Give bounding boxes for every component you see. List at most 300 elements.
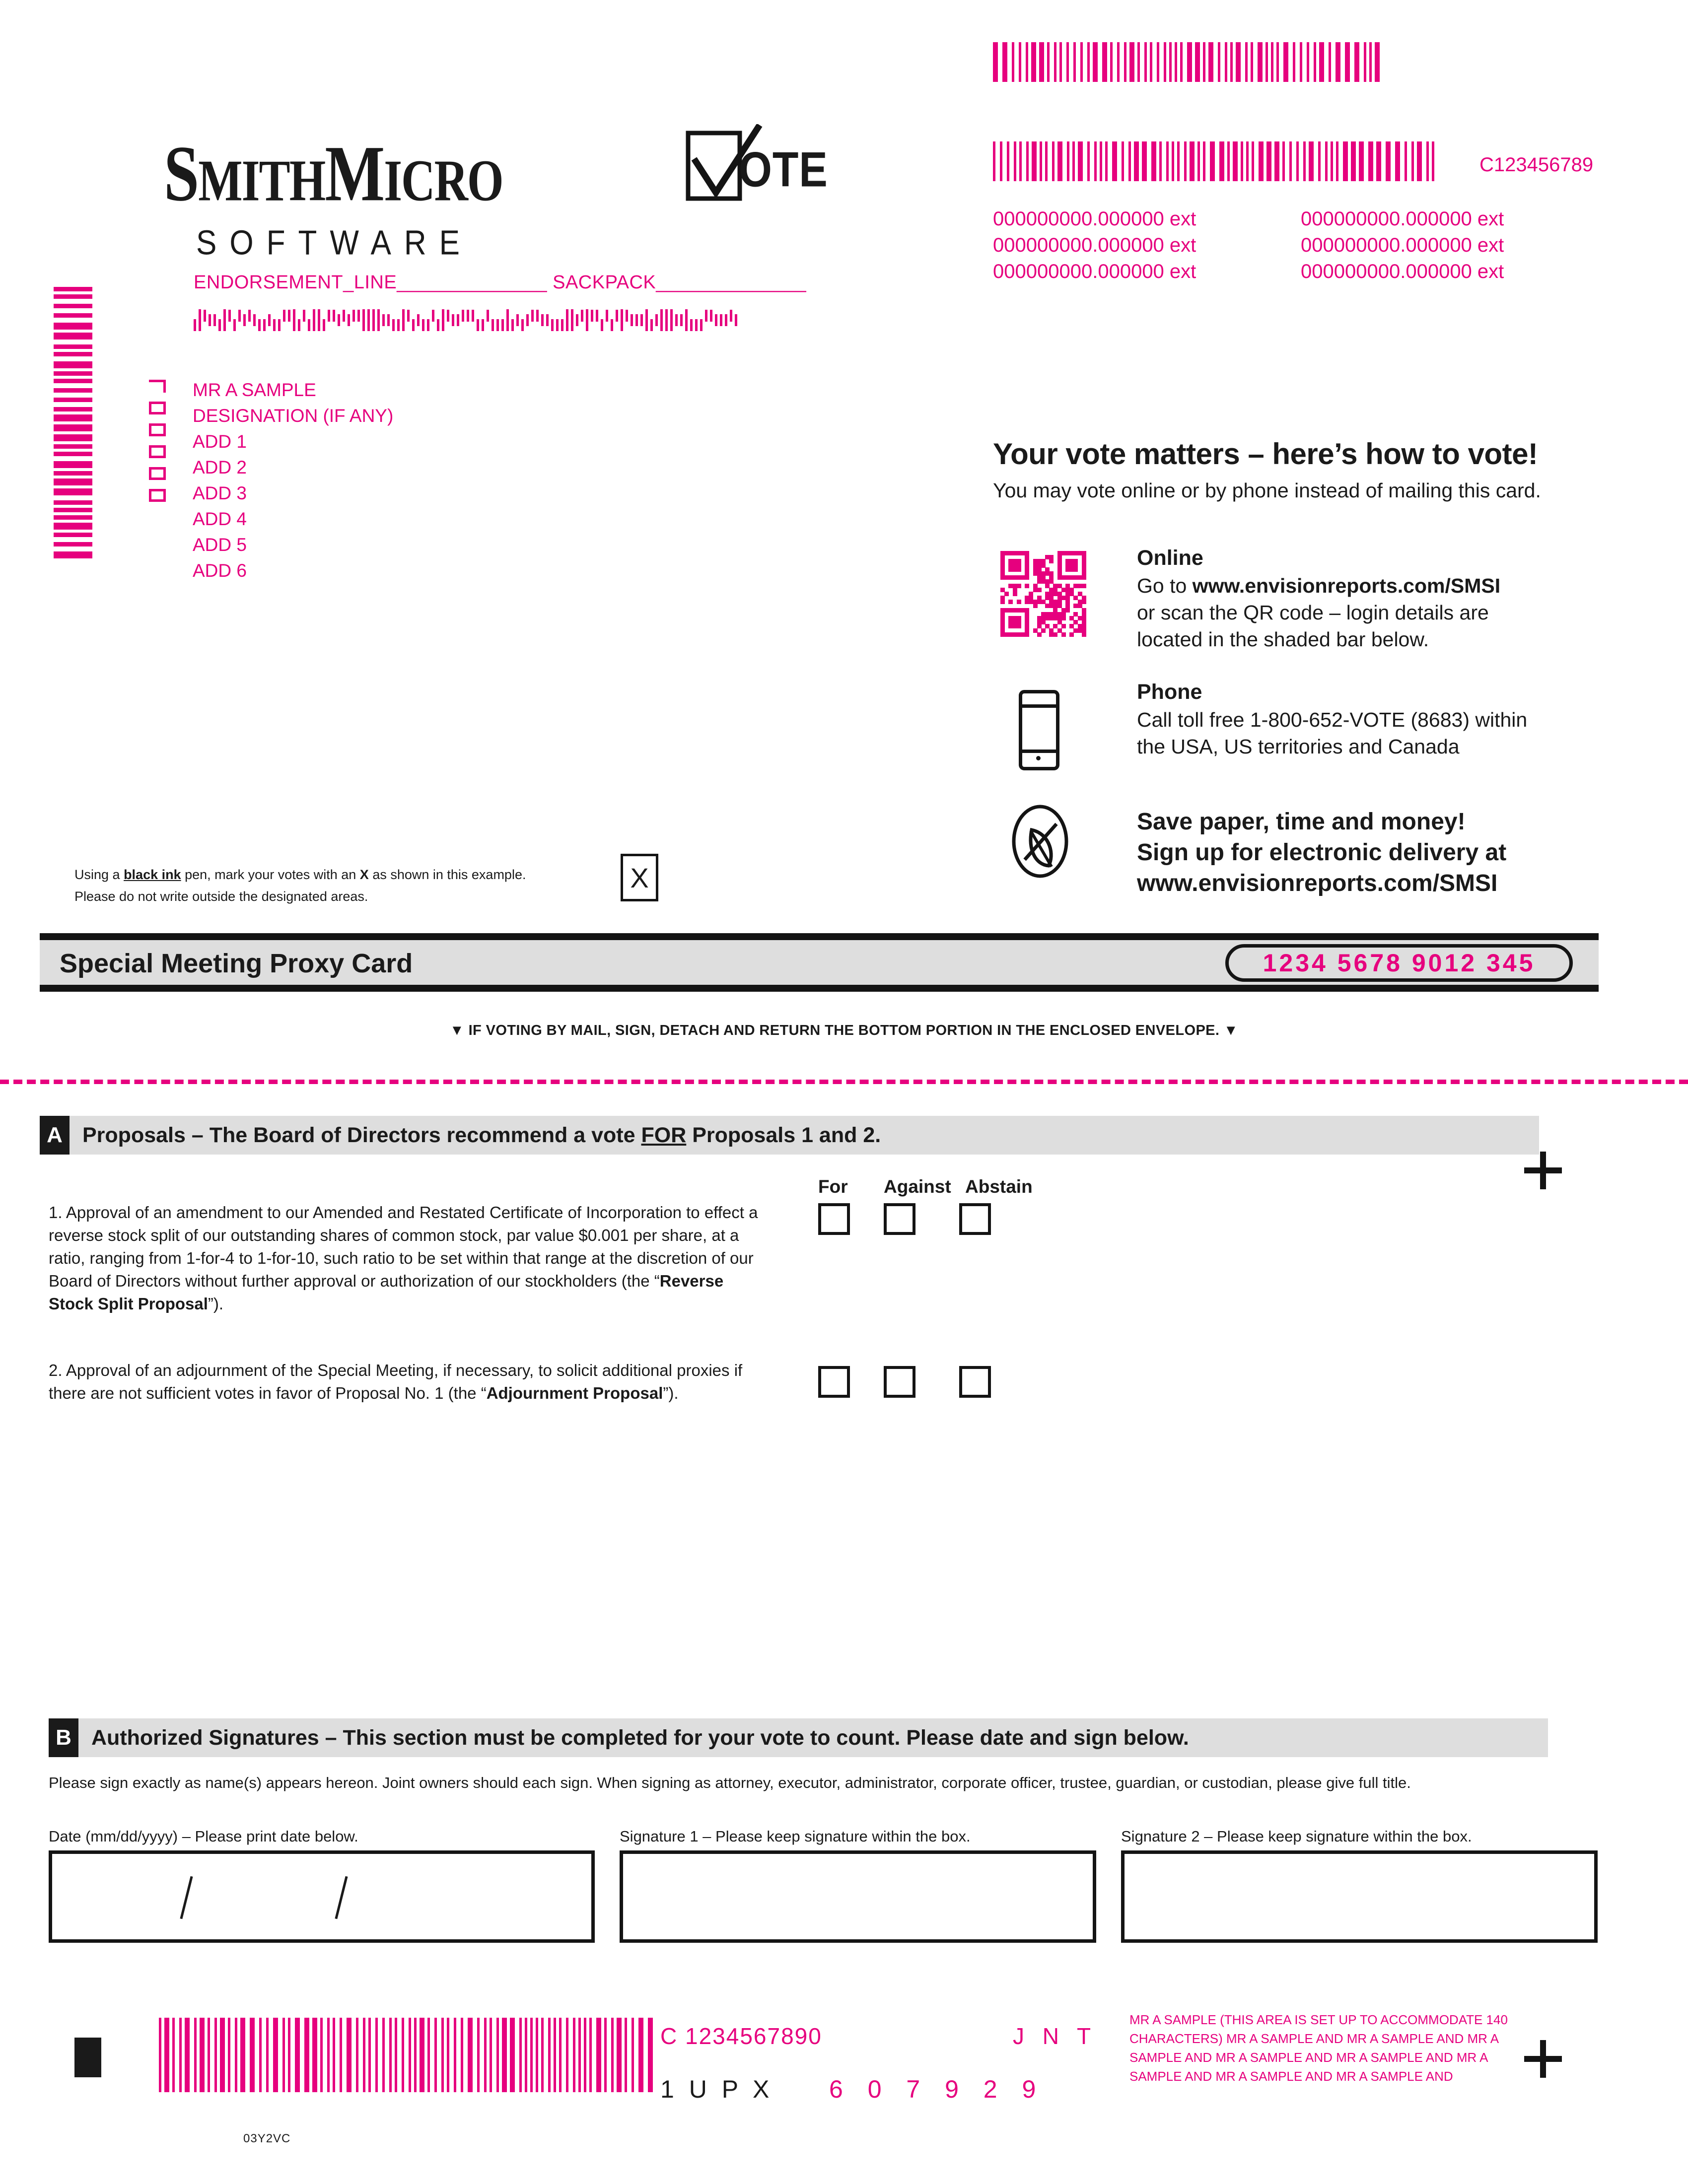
footer-code-c: C 1234567890 [660, 2023, 822, 2049]
barcode-bar [604, 2018, 607, 2092]
qr-module [1033, 604, 1038, 608]
barcode-bar [304, 2018, 309, 2092]
barcode-bar [1283, 42, 1288, 82]
barcode-bar [1259, 141, 1264, 181]
qr-module [1025, 632, 1029, 637]
barcode-bar [1012, 42, 1014, 82]
proposal-1-against-checkbox[interactable] [884, 1203, 915, 1235]
imb-bar [382, 314, 385, 326]
address-line-5: ADD 3 [193, 483, 247, 503]
imb-bar [357, 310, 360, 322]
imb-bar [482, 319, 484, 331]
qr-module [1037, 588, 1042, 592]
phone-icon-home-dot [1036, 756, 1041, 760]
ext-value: 000000000.000000 ext [1301, 261, 1504, 282]
barcode-bar [327, 2018, 330, 2092]
imb-bar [243, 314, 246, 326]
imb-bar [521, 319, 524, 331]
barcode-bar [220, 2018, 225, 2092]
endorsement-line: ENDORSEMENT_LINE______________ SACKPACK______________ [194, 272, 807, 293]
imb-bar [551, 319, 554, 331]
imb-bar [462, 310, 464, 322]
qr-module [1082, 575, 1086, 580]
barcode-bar [389, 2018, 392, 2092]
barcode-bar [1112, 141, 1117, 181]
proposal-1-body: Approval of an amendment to our Amended and Restated Certificate of Incorporation to effect a reverse stock split of our outstanding shares of common stock, par value $0.001 per share, at a ratio, ranging from 1-for-4 to 1-for-10, such ratio to be set within that range at the discretion of our Board of Directors without further approval or authorization of our stockholders (the “ [49, 1203, 758, 1290]
form-code: 03Y2VC [243, 2132, 291, 2145]
barcode-bar [589, 2018, 592, 2092]
barcode-bar [554, 2018, 556, 2092]
imb-bar [218, 319, 221, 331]
detach-instruction: ▼ IF VOTING BY MAIL, SIGN, DETACH AND RETURN THE BOTTOM PORTION IN THE ENCLOSED ENVELOPE. ▼ [450, 1023, 1238, 1038]
ext-row [993, 206, 1609, 232]
barcode-bar [1067, 141, 1069, 181]
imb-bar [427, 319, 429, 331]
bottom-barcode [159, 2018, 655, 2092]
barcode-bar [434, 2018, 437, 2092]
barcode-bar [1351, 141, 1356, 181]
imb-bar [362, 309, 365, 331]
col-header-for: For [818, 1176, 848, 1197]
side-barcode-bar [54, 478, 92, 485]
imb-bar [333, 310, 335, 322]
imb-bar [228, 310, 231, 322]
imb-bar [447, 310, 449, 322]
paperless-url[interactable]: www.envisionreports.com/SMSI [1137, 870, 1498, 896]
barcode-bar [1080, 42, 1083, 82]
imb-bar [367, 309, 370, 331]
barcode-bar [312, 2018, 317, 2092]
barcode-bar [1128, 141, 1131, 181]
barcode-bar [1252, 141, 1254, 181]
imb-bar [417, 314, 420, 326]
address-line-4: ADD 2 [193, 457, 247, 478]
barcode-bar [1187, 42, 1192, 82]
imb-bar [496, 319, 499, 331]
barcode-bar [1000, 141, 1002, 181]
barcode-bar [1002, 42, 1007, 82]
barcode-bar [1047, 42, 1050, 82]
imb-bar [566, 309, 568, 331]
barcode-bar [638, 2018, 643, 2092]
barcode-bar [1343, 141, 1348, 181]
barcode-bar [1354, 42, 1359, 82]
barcode-bar [1364, 42, 1366, 82]
perforation-line [0, 1080, 1688, 1084]
imb-bar [720, 314, 722, 326]
side-barcode-bar [54, 407, 92, 411]
address-line-1: MR A SAMPLE [193, 380, 316, 400]
barcode-bar [1266, 42, 1268, 82]
barcode-bar [179, 2018, 182, 2092]
barcode-bar [611, 2018, 614, 2092]
sec-a-post: Proposals 1 and 2. [686, 1123, 881, 1147]
barcode-bar [1245, 42, 1248, 82]
barcode-bar [288, 2018, 290, 2092]
imb-bar [209, 314, 211, 326]
side-barcode [54, 287, 93, 557]
barcode-bar [1426, 141, 1429, 181]
paperless-line2: Sign up for electronic delivery at [1137, 839, 1507, 866]
instr-c: as shown in this example. [368, 867, 526, 882]
proposal-2-abstain-checkbox[interactable] [959, 1366, 991, 1398]
barcode-bar [1175, 42, 1177, 82]
imb-bar [536, 310, 539, 322]
ext-value: 000000000.000000 ext [993, 208, 1196, 230]
barcode-bar [441, 2018, 444, 2092]
imb-bar [313, 309, 315, 331]
proposal-2-body: Approval of an adjournment of the Special Meeting, if necessary, to solicit additional proxies if there are not sufficient votes in favor of Proposal No. 1 (the “ [49, 1361, 743, 1402]
qr-module [1061, 624, 1066, 628]
footer-sample-text: MR A SAMPLE (THIS AREA IS SET UP TO ACCOMMODATE 140 CHARACTERS) MR A SAMPLE AND MR A SAMPLE AND MR A SAMPLE AND MR A SAMPLE AND MR A SAMPLE AND MR A SAMPLE AND MR A SAMPLE AND MR A SAMPLE AND [1129, 2012, 1508, 2084]
proposal-2-text [49, 1359, 759, 1405]
qr-module [1017, 567, 1021, 572]
barcode-bar [536, 2018, 538, 2092]
barcode-bar [1208, 42, 1213, 82]
qr-module [1025, 575, 1029, 580]
logo-micro-rest: ICRO [384, 147, 503, 213]
imb-bar [487, 310, 489, 322]
side-barcode-bar [54, 313, 92, 318]
imb-bar [700, 319, 703, 331]
barcode-bar [484, 2018, 487, 2092]
side-barcode-bar [54, 461, 92, 468]
instr-b: pen, mark your votes with an [181, 867, 360, 882]
imb-bar [308, 319, 310, 331]
imb-bar [283, 310, 285, 322]
barcode-bar [164, 2018, 169, 2092]
section-b-header [49, 1718, 1548, 1757]
barcode-bar [573, 2018, 575, 2092]
side-barcode-bar [54, 508, 92, 512]
barcode-bar [1303, 141, 1306, 181]
imb-bar [611, 319, 613, 331]
imb-bar [288, 310, 290, 322]
barcode-bar [578, 2018, 581, 2092]
proposal-2-for-checkbox[interactable] [818, 1366, 850, 1398]
proposal-1-tail: ”). [208, 1295, 224, 1313]
barcode-bar [347, 2018, 352, 2092]
proposal-2-against-checkbox[interactable] [884, 1366, 915, 1398]
imb-bar [506, 309, 509, 331]
imb-bar [730, 310, 732, 322]
barcode-bar [1271, 42, 1273, 82]
section-b-letter: B [49, 1718, 78, 1757]
barcode-bar [447, 2018, 449, 2092]
proposal-1-text [49, 1201, 759, 1315]
date-input-box[interactable] [49, 1850, 595, 1943]
imb-bar [695, 319, 698, 331]
imb-bar [556, 319, 559, 331]
barcode-bar [1078, 141, 1083, 181]
sec-a-pre: Proposals – The Board of Directors recommend a vote [82, 1123, 641, 1147]
col-header-against: Against [884, 1176, 951, 1197]
side-barcode-bar [54, 515, 92, 520]
barcode-bar [584, 2018, 586, 2092]
barcode-bar [250, 2018, 255, 2092]
barcode-bar [1329, 42, 1331, 82]
qr-module [1053, 632, 1057, 637]
barcode-number: C123456789 [1479, 154, 1594, 176]
barcode-bar [1405, 141, 1407, 181]
barcode-bar [1307, 42, 1309, 82]
barcode-bar [1236, 42, 1241, 82]
qr-module [1065, 608, 1070, 613]
barcode-bar [414, 2018, 417, 2092]
imb-bar [586, 309, 588, 331]
barcode-bar [1087, 141, 1090, 181]
online-line1 [1137, 572, 1609, 599]
barcode-bar [1124, 42, 1126, 82]
barcode-bar [1359, 141, 1364, 181]
imb-bar [343, 310, 345, 322]
imb-bar [571, 309, 573, 331]
barcode-bar [1276, 42, 1279, 82]
registration-crosshair-bottom-right [1524, 2040, 1562, 2078]
imb-bar [526, 314, 529, 326]
address-line-2: DESIGNATION (IF ANY) [193, 406, 394, 426]
imb-bar [248, 310, 251, 322]
marking-instructions-line1 [74, 864, 526, 886]
imb-bar [352, 310, 355, 322]
section-b-heading: Authorized Signatures – This section must be completed for your vote to count. Please date and sign below. [91, 1725, 1189, 1750]
imb-bar [670, 309, 673, 331]
qr-module [1082, 600, 1086, 604]
barcode-bar [1319, 42, 1324, 82]
barcode-bar [596, 2018, 601, 2092]
barcode-bar [1369, 42, 1372, 82]
barcode-bar [1014, 141, 1016, 181]
barcode-bar [477, 2018, 480, 2092]
barcode-bar [333, 2018, 335, 2092]
barcode-bar [1057, 141, 1062, 181]
online-url[interactable]: www.envisionreports.com/SMSI [1192, 574, 1501, 597]
imb-bar [194, 319, 196, 331]
qr-module [1073, 567, 1078, 572]
qr-module [1041, 628, 1046, 633]
imb-bar [596, 310, 598, 322]
qr-module [1082, 584, 1086, 588]
barcode-bar [159, 2018, 161, 2092]
barcode-bar [1375, 42, 1380, 82]
side-barcode-bar [54, 304, 92, 308]
barcode-bar [1289, 141, 1292, 181]
qr-module [1037, 632, 1042, 637]
example-x-box [621, 854, 658, 901]
side-barcode-bar [54, 294, 92, 299]
barcode-bar [1032, 141, 1037, 181]
barcode-bar [172, 2018, 175, 2092]
imb-bar [199, 309, 201, 331]
address-line-3: ADD 1 [193, 431, 247, 452]
imb-bar [432, 310, 434, 322]
imb-bar [655, 314, 658, 326]
barcode-bar [1386, 141, 1391, 181]
example-x-mark: X [630, 862, 649, 893]
imb-bar [705, 310, 707, 322]
ext-values-block [993, 206, 1609, 285]
barcode-bar [1241, 141, 1243, 181]
barcode-bar [1066, 42, 1069, 82]
imb-bar [680, 314, 683, 326]
qr-module [1017, 600, 1021, 604]
barcode-bar [1129, 42, 1134, 82]
control-number-badge [1225, 944, 1573, 982]
barcode-bar [625, 2018, 627, 2092]
qr-module [1017, 584, 1021, 588]
marking-instructions [74, 864, 526, 907]
barcode-bar [266, 2018, 269, 2092]
barcode-bar [1184, 141, 1187, 181]
barcode-bar [559, 2018, 562, 2092]
barcode-bar [1180, 42, 1183, 82]
proposal-1-bold: Reverse Stock Split Proposal [49, 1272, 724, 1313]
barcode-bar [1007, 141, 1009, 181]
barcode-bar [1246, 141, 1249, 181]
barcode-bar [1166, 141, 1169, 181]
barcode-bar [1219, 141, 1224, 181]
instr-black-ink: black ink [124, 867, 181, 882]
side-barcode-bar [54, 414, 92, 421]
barcode-bar [1274, 141, 1279, 181]
barcode-bar [1336, 42, 1340, 82]
barcode-bar [420, 2018, 424, 2092]
signature1-input-box[interactable] [620, 1850, 1096, 1943]
phone-heading: Phone [1137, 680, 1202, 704]
barcode-bar [1151, 141, 1156, 181]
imb-bar [665, 309, 668, 331]
online-line2: or scan the QR code – login details are [1137, 601, 1489, 624]
barcode-bar [1157, 42, 1159, 82]
barcode-bar [1210, 141, 1215, 181]
side-barcode-bar [54, 352, 92, 356]
logo-smith-rest: MITH [198, 147, 325, 213]
barcode-bar [648, 2018, 653, 2092]
imb-bar [213, 314, 216, 326]
qr-module [1025, 584, 1029, 588]
side-barcode-bar [54, 379, 92, 383]
barcode-bar [548, 2018, 551, 2092]
imb-bar [735, 314, 737, 326]
side-barcode-bar [54, 500, 92, 505]
ext-value: 000000000.000000 ext [993, 234, 1196, 256]
address-square-mark [149, 445, 166, 458]
barcode-bar [1073, 42, 1076, 82]
barcode-bar [1296, 141, 1299, 181]
registration-black-block [74, 2038, 101, 2077]
barcode-bar [427, 2018, 430, 2092]
marking-instructions-line2: Please do not write outside the designated areas. [74, 889, 368, 904]
side-barcode-bar [54, 361, 92, 368]
side-barcode-bar [54, 488, 92, 495]
side-barcode-bar [54, 523, 92, 530]
signature2-input-box[interactable] [1121, 1850, 1598, 1943]
barcode-bar [1197, 141, 1200, 181]
imb-bar [318, 309, 320, 331]
barcode-bar [1251, 42, 1253, 82]
imb-bar [377, 309, 380, 331]
barcode-bar [1054, 42, 1056, 82]
barcode-bar [368, 2018, 371, 2092]
col-header-abstain: Abstain [965, 1176, 1033, 1197]
date-slash-2 [335, 1876, 348, 1919]
section-a-header [40, 1116, 1539, 1155]
barcode-bar [1230, 42, 1233, 82]
barcode-bar [1177, 141, 1180, 181]
barcode-bar [200, 2018, 205, 2092]
phone-method [1137, 680, 1609, 760]
imb-bar [387, 314, 390, 326]
barcode-bar [519, 2018, 522, 2092]
barcode-bar [617, 2018, 622, 2092]
imb-bar [546, 314, 549, 326]
imb-bar [452, 314, 454, 326]
barcode-bar [566, 2018, 568, 2092]
barcode-bar [1376, 141, 1381, 181]
barcode-bar [496, 2018, 499, 2092]
barcode-bar [1059, 42, 1062, 82]
barcode-bar [1134, 141, 1139, 181]
qr-module [1008, 600, 1013, 604]
barcode-bar [1040, 141, 1042, 181]
ext-value: 000000000.000000 ext [993, 261, 1196, 282]
qr-code-icon[interactable] [1000, 551, 1086, 636]
barcode-bar [1159, 141, 1162, 181]
side-barcode-bar [54, 424, 92, 431]
barcode-bar [1411, 141, 1414, 181]
barcode-bar [993, 42, 998, 82]
barcode-bar [632, 2018, 634, 2092]
side-barcode-bar [54, 434, 92, 441]
barcode-bar [502, 2018, 507, 2092]
instr-a: Using a [74, 867, 124, 882]
barcode-bar [375, 2018, 378, 2092]
proposal-1-for-checkbox[interactable] [818, 1203, 850, 1235]
side-barcode-bar [54, 533, 92, 537]
barcode-bar [363, 2018, 365, 2092]
barcode-bar [1087, 42, 1090, 82]
company-logo-tagline: SOFTWARE [196, 224, 473, 263]
barcode-bar [1094, 141, 1097, 181]
imb-bar [437, 319, 439, 331]
imb-bar [516, 314, 519, 326]
barcode-bar [490, 2018, 492, 2092]
imb-bar [492, 319, 494, 331]
barcode-bar [382, 2018, 385, 2092]
vote-logo-text: OTE [739, 142, 828, 198]
barcode-bar [208, 2018, 210, 2092]
qr-module [1061, 616, 1066, 620]
proposal-1-abstain-checkbox[interactable] [959, 1203, 991, 1235]
address-line-6: ADD 4 [193, 509, 247, 529]
imb-bar [273, 319, 276, 331]
side-barcode-bar [54, 333, 92, 340]
barcode-bar [1218, 42, 1220, 82]
proposal-2-bold: Adjournment Proposal [486, 1384, 663, 1402]
imb-bar [645, 309, 648, 331]
imb-bar [715, 314, 717, 326]
qr-module [1004, 592, 1009, 596]
barcode-bar [510, 2018, 515, 2092]
company-logo-wordmark [164, 130, 503, 218]
barcode-bar [1314, 42, 1316, 82]
qr-module [1061, 632, 1066, 637]
imb-bar [233, 319, 236, 331]
barcode-bar [1045, 141, 1048, 181]
side-barcode-bar [54, 551, 92, 558]
leaf-slash-icon [1003, 804, 1077, 879]
footer-code-upx: 1 U P X [660, 2075, 774, 2103]
